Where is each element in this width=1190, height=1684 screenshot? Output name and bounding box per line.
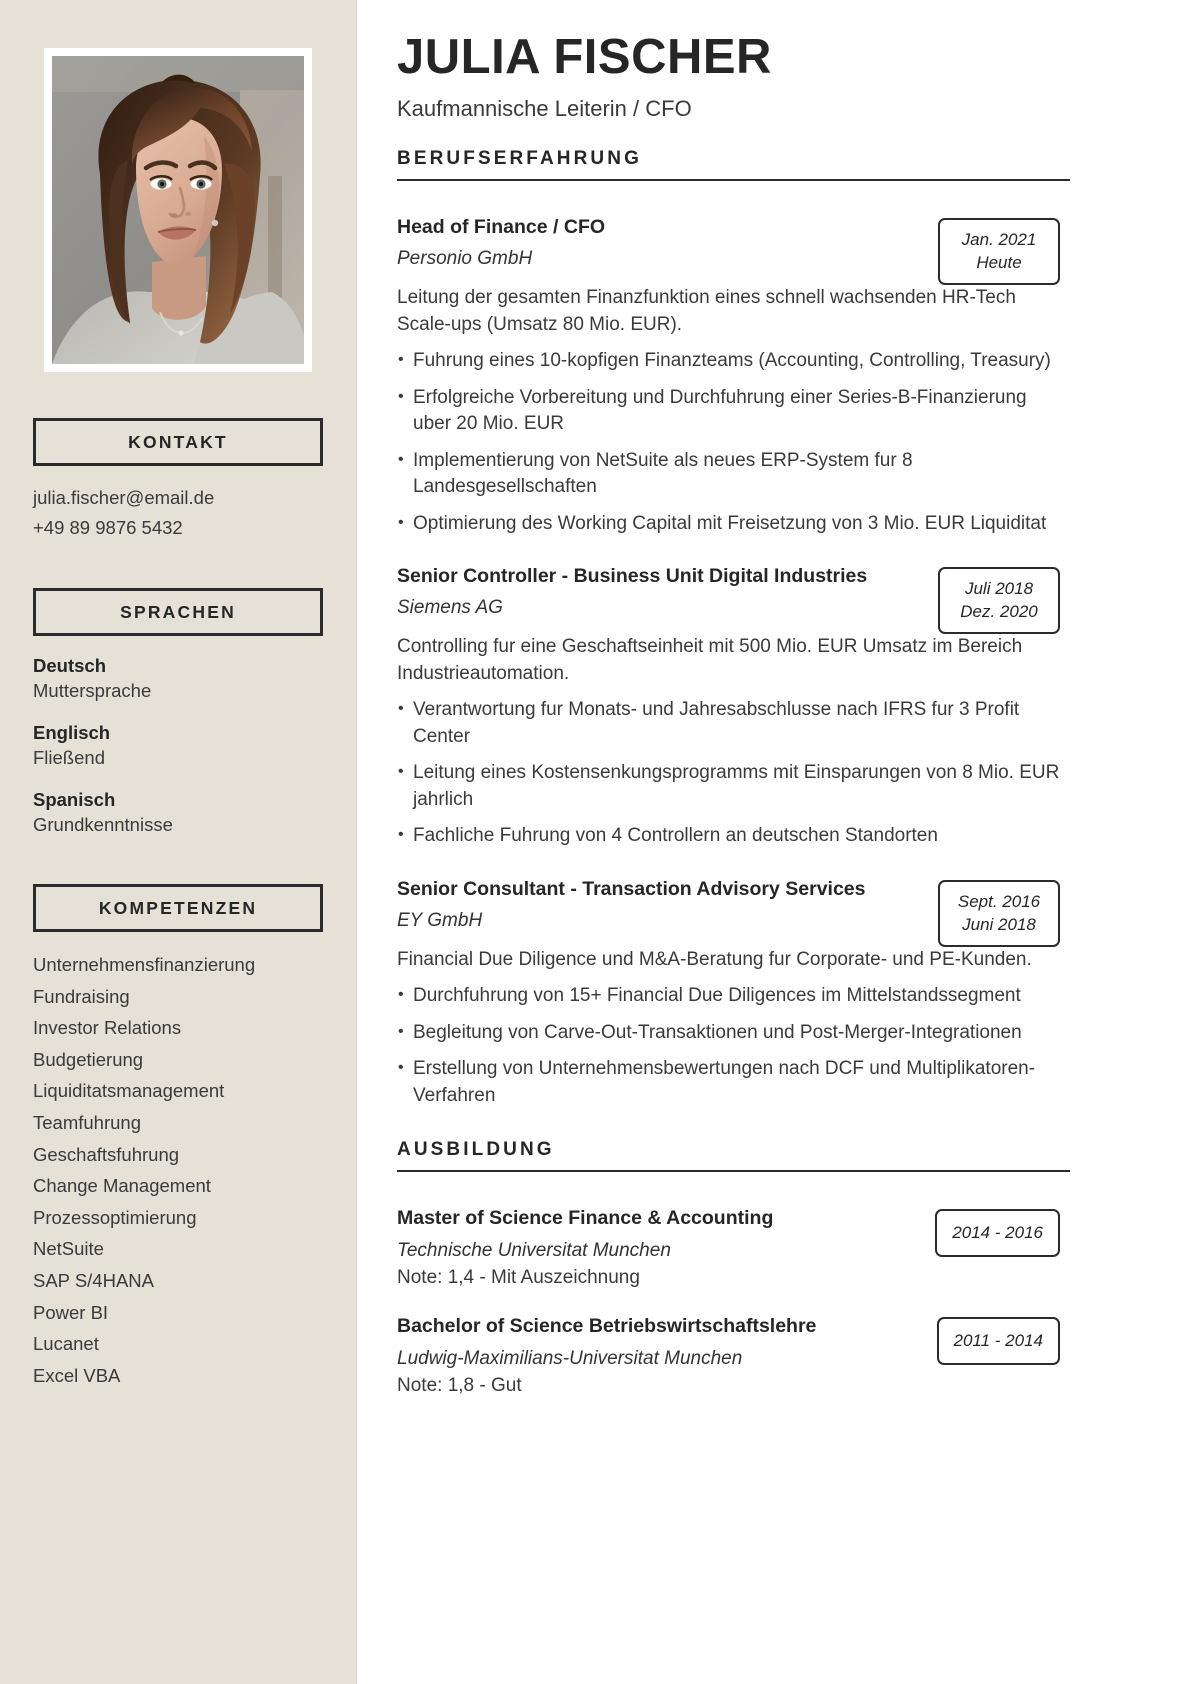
education-entry [397,1313,1070,1399]
entry-organization: Personio GmbH [397,248,533,269]
entry-date-start: Jan. 2021 [961,230,1037,249]
entry-date-end: Heute [976,253,1022,272]
education-school: Technische Universitat Munchen [397,1240,671,1261]
sidebar [0,0,357,1684]
education-date-box [937,1317,1060,1365]
skill-item: Prozessoptimierung [33,1206,197,1228]
entry-header [397,1205,1060,1291]
skill-item: SAP S/4HANA [33,1269,154,1291]
entry-header-text [397,876,924,942]
entry-date-start: Sept. 2016 [957,891,1041,911]
education-date: 2014 - 2016 [952,1223,1043,1242]
skills-section-heading: KOMPETENZEN [33,884,323,932]
language-name: Englisch [33,722,111,743]
entry-header-text [397,214,924,280]
language-level: Grundkenntnisse [33,814,173,835]
language-name: Spanisch [33,789,116,810]
entry-bullet: • Fachliche Fuhrung von 4 Controllern an deutschen Standorten [397,823,1060,850]
entry-date-box [938,880,1060,947]
experience-entry [397,876,1070,1110]
entry-organization: Siemens AG [397,597,503,618]
entry-bullet: • Verantwortung fur Monats- und Jahresabschlusse nach IFRS fur 3 Profit Center [397,697,1060,750]
photo-frame [44,48,312,372]
languages-list [33,653,323,838]
education-grade: Note: 1,4 - Mit Auszeichnung [397,1267,640,1288]
entry-bullet: • Erstellung von Unternehmensbewertungen nach DCF und Multiplikatoren-Verfahren [397,1056,1060,1109]
entry-bullet: • Durchfuhrung von 15+ Financial Due Diligences im Mittelstandssegment [397,983,1060,1010]
entry-date-box [938,567,1060,634]
language-level: Fließend [33,747,105,768]
skill-item: Teamfuhrung [33,1111,141,1133]
education-entry [397,1205,1070,1291]
entry-bullet-list [397,697,1060,850]
entry-bullet-list [397,983,1060,1109]
experience-section-heading: BERUFSERFAHRUNG [397,148,1070,181]
skill-item: Lucanet [33,1333,99,1355]
entry-date-end: Juni 2018 [962,914,1036,934]
skill-item: Unternehmensfinanzierung [33,954,256,975]
language-item [33,653,323,704]
skill-item: Investor Relations [33,1017,182,1039]
entry-header-text [397,1205,921,1291]
education-school: Ludwig-Maximilians-Universitat Munchen [397,1348,743,1369]
contact-section-heading: KONTAKT [33,418,323,466]
entry-header-text [397,1313,923,1399]
main-content [357,0,1190,1684]
entry-bullet: • Erfolgreiche Vorbereitung und Durchfuhrung einer Series-B-Finanzierung uber 20 Mio. EUR [397,385,1060,438]
education-degree: Bachelor of Science Betriebswirtschaftslehre [397,1315,817,1337]
entry-bullet-list [397,348,1060,537]
education-degree: Master of Science Finance & Accounting [397,1207,774,1229]
skill-item: Excel VBA [33,1364,121,1386]
contact-email[interactable]: julia.fischer@email.de [33,487,215,508]
education-section-heading: AUSBILDUNG [397,1139,1070,1172]
entry-role: Head of Finance / CFO [397,216,606,238]
education-date-box [935,1209,1060,1257]
languages-section-heading: SPRACHEN [33,588,323,636]
entry-bullet: • Fuhrung eines 10-kopfigen Finanzteams (Accounting, Controlling, Treasury) [397,348,1060,375]
headline-job-title: Kaufmannische Leiterin / CFO [397,96,692,121]
entry-header-text [397,563,924,629]
skill-item: NetSuite [33,1238,104,1260]
language-item [33,787,323,838]
entry-bullet: • Optimierung des Working Capital mit Freisetzung von 3 Mio. EUR Liquiditat [397,511,1060,538]
language-item [33,720,323,771]
experience-entry [397,214,1070,537]
skill-item: Fundraising [33,985,130,1007]
entry-date-start: Juli 2018 [964,579,1034,598]
entry-organization: EY GmbH [397,909,483,931]
experience-entry [397,563,1070,850]
education-grade: Note: 1,8 - Gut [397,1375,522,1396]
entry-bullet: • Leitung eines Kostensenkungsprogramms mit Einsparungen von 8 Mio. EUR jahrlich [397,760,1060,813]
entry-summary: Leitung der gesamten Finanzfunktion eines schnell wachsenden HR-Tech Scale-ups (Umsatz 80 Mio. EUR). [397,287,1016,335]
education-date: 2011 - 2014 [953,1331,1043,1350]
entry-date-box [938,218,1060,285]
entry-summary: Controlling fur eine Geschaftseinheit mit 500 Mio. EUR Umsatz im Bereich Industrieautomation. [397,636,1023,684]
entry-header [397,1313,1060,1399]
skills-list [33,949,323,1391]
entry-header [397,876,1060,947]
entry-bullet: • Begleitung von Carve-Out-Transaktionen und Post-Merger-Integrationen [397,1020,1060,1047]
skill-item: Budgetierung [33,1048,144,1070]
skill-item: Geschaftsfuhrung [33,1143,180,1165]
skill-item: Liquiditatsmanagement [33,1080,225,1102]
contact-phone[interactable]: +49 89 9876 5432 [33,517,183,538]
entry-role: Senior Controller - Business Unit Digital Industries [397,565,868,587]
entry-bullet: • Implementierung von NetSuite als neues ERP-System fur 8 Landesgesellschaften [397,448,1060,501]
entry-date-end: Dez. 2020 [960,602,1038,621]
entry-header [397,214,1060,285]
skill-item: Power BI [33,1301,109,1323]
entry-summary: Financial Due Diligence und M&A-Beratung fur Corporate- und PE-Kunden. [397,948,1032,970]
language-level: Muttersprache [33,680,152,701]
portrait-photo [52,56,304,364]
entry-role: Senior Consultant - Transaction Advisory Services [397,877,866,900]
skill-item: Change Management [33,1175,211,1197]
page-title: JULIA FISCHER [397,30,772,84]
language-name: Deutsch [33,655,106,676]
entry-header [397,563,1060,634]
